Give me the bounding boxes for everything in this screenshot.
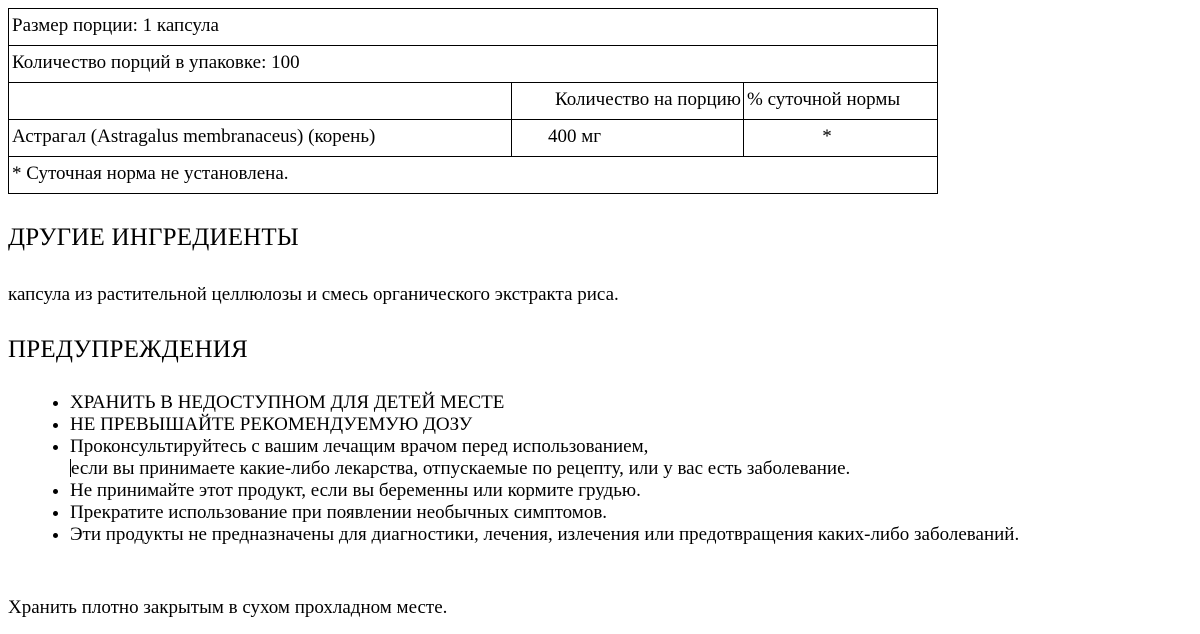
table-header-row — [9, 83, 938, 120]
list-item — [70, 414, 1200, 436]
list-item — [70, 524, 1200, 546]
list-item — [70, 502, 1200, 524]
warning-text: Эти продукты не предназначены для диагностики, лечения, излечения или предотвращения каких-либо заболеваний. — [70, 524, 1020, 545]
table-row — [9, 120, 938, 157]
list-item — [70, 436, 1200, 480]
warning-text: Прекратите использование при появлении необычных симптомов. — [70, 502, 608, 523]
warning-text: ХРАНИТЬ В НЕДОСТУПНОМ ДЛЯ ДЕТЕЙ МЕСТЕ — [70, 392, 505, 413]
ingredient-name: Астрагал (Astragalus membranaceus) (корень) — [9, 120, 512, 157]
list-item — [70, 480, 1200, 502]
daily-value-header: % суточной нормы — [744, 83, 938, 120]
warning-text-continued: если вы принимаете какие-либо лекарства, отпускаемые по рецепту, или у вас есть заболевание. — [71, 458, 851, 479]
serving-size: Размер порции: 1 капсула — [9, 9, 938, 46]
warnings-heading: ПРЕДУПРЕЖДЕНИЯ — [8, 336, 248, 363]
warning-text: НЕ ПРЕВЫШАЙТЕ РЕКОМЕНДУЕМУЮ ДОЗУ — [70, 414, 473, 435]
warnings-list — [48, 392, 1200, 546]
list-item — [70, 392, 1200, 414]
warning-text: Проконсультируйтесь с вашим лечащим врачом перед использованием, — [70, 436, 649, 457]
storage-instructions: Хранить плотно закрытым в сухом прохладном месте. — [8, 597, 448, 618]
table-row — [9, 157, 938, 194]
table-row — [9, 46, 938, 83]
supplement-facts-table — [8, 8, 938, 194]
servings-per-container: Количество порций в упаковке: 100 — [9, 46, 938, 83]
table-row — [9, 9, 938, 46]
empty-header-cell — [9, 83, 512, 120]
other-ingredients-text: капсула из растительной целлюлозы и смесь органического экстракта риса. — [8, 284, 619, 305]
warning-text: Не принимайте этот продукт, если вы беременны или кормите грудью. — [70, 480, 641, 501]
ingredient-daily-value: * — [744, 120, 938, 157]
ingredient-amount: 400 мг — [512, 120, 744, 157]
other-ingredients-heading: ДРУГИЕ ИНГРЕДИЕНТЫ — [8, 224, 299, 251]
amount-per-serving-header: Количество на порцию — [512, 83, 744, 120]
table-footnote: * Суточная норма не установлена. — [9, 157, 938, 194]
